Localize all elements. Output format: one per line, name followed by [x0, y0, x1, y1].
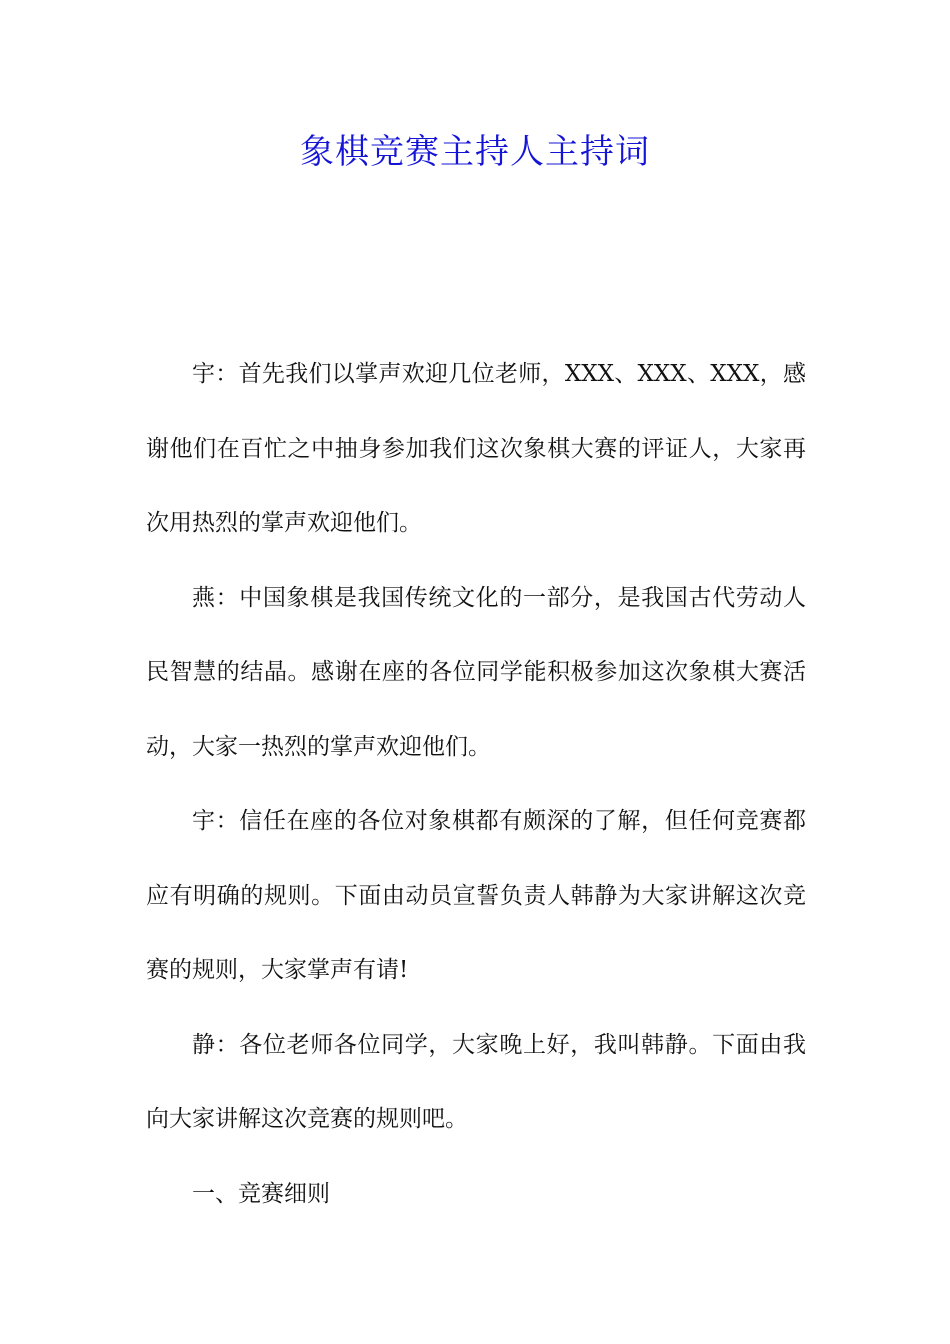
- paragraph-host-yan-intro: 燕：中国象棋是我国传统文化的一部分，是我国古代劳动人民智慧的结晶。感谢在座的各位同学能积极参加这次象棋大赛活动，大家一热烈的掌声欢迎他们。: [146, 584, 806, 760]
- paragraph-host-yu-welcome: 宇：首先我们以掌声欢迎几位老师，XXX、XXX、XXX，感谢他们在百忙之中抽身参加我们这次象棋大赛的评证人，大家再次用热烈的掌声欢迎他们。: [146, 361, 806, 536]
- paragraph-host-yu-rules: 宇：信任在座的各位对象棋都有颇深的了解，但任何竞赛都应有明确的规则。下面由动员宣誓负责人韩静为大家讲解这次竞赛的规则，大家掌声有请!: [146, 808, 806, 983]
- document-title: 象棋竞赛主持人主持词: [300, 132, 650, 172]
- paragraph-jing-greeting: 静：各位老师各位同学，大家晚上好，我叫韩静。下面由我向大家讲解这次竞赛的规则吧。: [146, 1031, 806, 1132]
- section-heading-rules: 一、竞赛细则: [192, 1180, 330, 1207]
- document-body: [146, 337, 806, 1231]
